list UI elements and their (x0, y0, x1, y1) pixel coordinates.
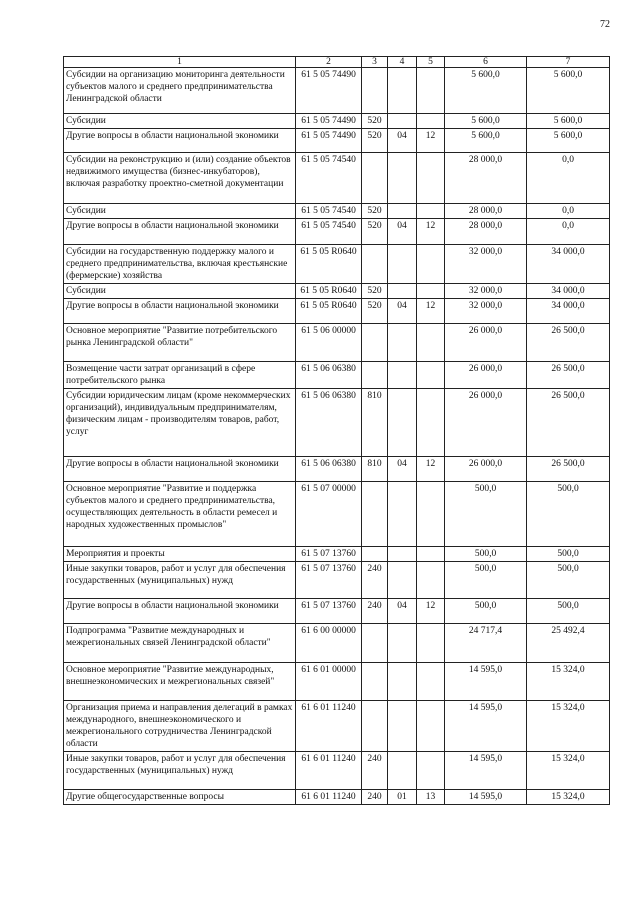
row-code: 61 5 05 R0640 (296, 245, 362, 284)
row-section: 04 (388, 129, 417, 153)
row-amount-col7: 5 600,0 (527, 129, 610, 153)
row-section (388, 624, 417, 663)
row-section (388, 389, 417, 457)
table-row (64, 68, 610, 114)
row-name: Другие вопросы в области национальной экономики (64, 219, 296, 245)
row-expense-type (362, 547, 388, 562)
row-code: 61 6 00 00000 (296, 624, 362, 663)
row-section (388, 701, 417, 752)
row-name: Другие общегосударственные вопросы (64, 790, 296, 805)
row-subsection (417, 245, 445, 284)
row-name: Основное мероприятие "Развитие международных, внешнеэкономических и межрегиональных связей" (64, 663, 296, 701)
row-expense-type (362, 482, 388, 547)
row-section: 04 (388, 299, 417, 324)
row-name: Подпрограмма "Развитие международных и межрегиональных связей Ленинградской области" (64, 624, 296, 663)
row-expense-type (362, 324, 388, 362)
table-row (64, 599, 610, 624)
row-name: Субсидии на организацию мониторинга деятельности субъектов малого и среднего предпринимательства Ленинградской области (64, 68, 296, 114)
row-section (388, 284, 417, 299)
table-row (64, 219, 610, 245)
row-subsection: 12 (417, 599, 445, 624)
row-expense-type (362, 624, 388, 663)
row-name: Другие вопросы в области национальной экономики (64, 599, 296, 624)
row-amount-col7: 0,0 (527, 219, 610, 245)
row-name: Основное мероприятие "Развитие потребительского рынка Ленинградской области" (64, 324, 296, 362)
row-section (388, 547, 417, 562)
row-code: 61 5 07 13760 (296, 599, 362, 624)
row-subsection (417, 562, 445, 599)
row-section (388, 362, 417, 389)
header-col-3: 3 (362, 57, 388, 68)
row-amount-col7: 25 492,4 (527, 624, 610, 663)
row-amount-col6: 14 595,0 (445, 663, 527, 701)
row-amount-col6: 500,0 (445, 562, 527, 599)
row-name: Организация приема и направления делегаций в рамках международного, внешнеэкономического и межрегионального сотрудничества Ленинградской области (64, 701, 296, 752)
row-amount-col7: 34 000,0 (527, 245, 610, 284)
table-row (64, 562, 610, 599)
row-expense-type: 520 (362, 299, 388, 324)
row-expense-type: 240 (362, 752, 388, 790)
row-amount-col7: 0,0 (527, 153, 610, 204)
row-subsection (417, 752, 445, 790)
row-code: 61 6 01 00000 (296, 663, 362, 701)
row-amount-col6: 5 600,0 (445, 114, 527, 129)
header-col-2: 2 (296, 57, 362, 68)
table-row (64, 482, 610, 547)
row-subsection (417, 663, 445, 701)
row-amount-col7: 15 324,0 (527, 663, 610, 701)
row-subsection (417, 362, 445, 389)
row-code: 61 5 05 74540 (296, 219, 362, 245)
budget-table (63, 56, 610, 805)
row-name: Иные закупки товаров, работ и услуг для обеспечения государственных (муниципальных) нужд (64, 752, 296, 790)
row-name: Субсидии (64, 204, 296, 219)
table-row (64, 204, 610, 219)
header-col-1: 1 (64, 57, 296, 68)
table-row (64, 663, 610, 701)
row-subsection: 12 (417, 457, 445, 482)
row-subsection: 13 (417, 790, 445, 805)
table-row (64, 457, 610, 482)
row-amount-col7: 26 500,0 (527, 457, 610, 482)
row-expense-type: 240 (362, 790, 388, 805)
row-subsection (417, 701, 445, 752)
row-expense-type: 240 (362, 562, 388, 599)
page-number: 72 (600, 19, 610, 30)
row-name: Субсидии на государственную поддержку малого и среднего предпринимательства, включая крестьянские (фермерские) хозяйства (64, 245, 296, 284)
row-code: 61 5 06 06380 (296, 389, 362, 457)
row-section (388, 153, 417, 204)
row-subsection (417, 204, 445, 219)
row-amount-col6: 32 000,0 (445, 299, 527, 324)
row-amount-col6: 5 600,0 (445, 129, 527, 153)
row-section (388, 482, 417, 547)
row-expense-type: 810 (362, 389, 388, 457)
table-row (64, 362, 610, 389)
row-section: 01 (388, 790, 417, 805)
row-expense-type (362, 68, 388, 114)
row-amount-col6: 14 595,0 (445, 752, 527, 790)
row-amount-col7: 34 000,0 (527, 284, 610, 299)
row-amount-col6: 500,0 (445, 547, 527, 562)
row-amount-col7: 500,0 (527, 599, 610, 624)
table-row (64, 790, 610, 805)
row-expense-type (362, 245, 388, 284)
row-subsection (417, 68, 445, 114)
row-name: Субсидии на реконструкцию и (или) создание объектов недвижимого имущества (бизнес-инкубаторов), включая разработку проектно-сметной документации (64, 153, 296, 204)
row-amount-col7: 5 600,0 (527, 114, 610, 129)
row-amount-col7: 34 000,0 (527, 299, 610, 324)
row-expense-type (362, 153, 388, 204)
table-row (64, 547, 610, 562)
row-amount-col6: 28 000,0 (445, 153, 527, 204)
table-row (64, 245, 610, 284)
row-code: 61 5 06 06380 (296, 362, 362, 389)
row-name: Другие вопросы в области национальной экономики (64, 457, 296, 482)
table-row (64, 324, 610, 362)
table-row (64, 114, 610, 129)
row-name: Другие вопросы в области национальной экономики (64, 299, 296, 324)
row-name: Возмещение части затрат организаций в сфере потребительского рынка (64, 362, 296, 389)
row-section (388, 204, 417, 219)
row-amount-col7: 0,0 (527, 204, 610, 219)
row-section: 04 (388, 457, 417, 482)
table-row (64, 299, 610, 324)
table-row (64, 624, 610, 663)
row-code: 61 5 07 00000 (296, 482, 362, 547)
row-amount-col6: 500,0 (445, 599, 527, 624)
header-col-7: 7 (527, 57, 610, 68)
row-name: Субсидии (64, 284, 296, 299)
row-expense-type: 810 (362, 457, 388, 482)
table-row (64, 389, 610, 457)
row-amount-col6: 5 600,0 (445, 68, 527, 114)
row-code: 61 5 05 74490 (296, 114, 362, 129)
table-row (64, 701, 610, 752)
row-subsection: 12 (417, 219, 445, 245)
row-expense-type: 240 (362, 599, 388, 624)
row-name: Мероприятия и проекты (64, 547, 296, 562)
row-amount-col7: 5 600,0 (527, 68, 610, 114)
row-amount-col6: 14 595,0 (445, 790, 527, 805)
row-subsection (417, 389, 445, 457)
row-section (388, 245, 417, 284)
row-section: 04 (388, 219, 417, 245)
row-expense-type: 520 (362, 204, 388, 219)
row-amount-col6: 28 000,0 (445, 204, 527, 219)
row-amount-col7: 15 324,0 (527, 752, 610, 790)
table-row (64, 284, 610, 299)
row-expense-type (362, 362, 388, 389)
row-name: Основное мероприятие "Развитие и поддержка субъектов малого и среднего предпринимательства, осуществляющих деятельность в области ремесел и народных художественных промыслов" (64, 482, 296, 547)
row-amount-col6: 26 000,0 (445, 362, 527, 389)
row-subsection (417, 114, 445, 129)
row-code: 61 5 06 06380 (296, 457, 362, 482)
row-amount-col7: 15 324,0 (527, 790, 610, 805)
row-code: 61 5 06 00000 (296, 324, 362, 362)
row-section (388, 562, 417, 599)
row-code: 61 6 01 11240 (296, 701, 362, 752)
row-section (388, 752, 417, 790)
row-amount-col6: 26 000,0 (445, 389, 527, 457)
row-amount-col6: 26 000,0 (445, 324, 527, 362)
row-name: Субсидии (64, 114, 296, 129)
row-subsection (417, 624, 445, 663)
row-name: Иные закупки товаров, работ и услуг для обеспечения государственных (муниципальных) нужд (64, 562, 296, 599)
row-expense-type (362, 701, 388, 752)
row-amount-col6: 28 000,0 (445, 219, 527, 245)
row-code: 61 5 05 74490 (296, 129, 362, 153)
header-row (64, 57, 610, 68)
row-expense-type: 520 (362, 129, 388, 153)
row-amount-col7: 500,0 (527, 562, 610, 599)
table-row (64, 153, 610, 204)
row-code: 61 6 01 11240 (296, 752, 362, 790)
header-col-5: 5 (417, 57, 445, 68)
row-subsection (417, 324, 445, 362)
row-amount-col6: 26 000,0 (445, 457, 527, 482)
row-subsection: 12 (417, 299, 445, 324)
row-amount-col7: 500,0 (527, 547, 610, 562)
row-subsection (417, 547, 445, 562)
row-amount-col7: 15 324,0 (527, 701, 610, 752)
table-row (64, 129, 610, 153)
row-section (388, 324, 417, 362)
row-code: 61 5 05 74540 (296, 153, 362, 204)
row-subsection (417, 153, 445, 204)
row-amount-col7: 26 500,0 (527, 389, 610, 457)
row-code: 61 5 05 R0640 (296, 284, 362, 299)
row-subsection (417, 482, 445, 547)
row-code: 61 5 05 R0640 (296, 299, 362, 324)
row-expense-type (362, 663, 388, 701)
row-amount-col7: 500,0 (527, 482, 610, 547)
row-subsection: 12 (417, 129, 445, 153)
row-name: Другие вопросы в области национальной экономики (64, 129, 296, 153)
row-amount-col6: 24 717,4 (445, 624, 527, 663)
header-col-6: 6 (445, 57, 527, 68)
row-amount-col6: 32 000,0 (445, 284, 527, 299)
row-amount-col7: 26 500,0 (527, 362, 610, 389)
row-amount-col7: 26 500,0 (527, 324, 610, 362)
row-amount-col6: 32 000,0 (445, 245, 527, 284)
row-code: 61 6 01 11240 (296, 790, 362, 805)
row-expense-type: 520 (362, 114, 388, 129)
row-section: 04 (388, 599, 417, 624)
row-section (388, 114, 417, 129)
row-subsection (417, 284, 445, 299)
header-col-4: 4 (388, 57, 417, 68)
row-code: 61 5 05 74540 (296, 204, 362, 219)
table-body (64, 68, 610, 805)
row-section (388, 663, 417, 701)
table-row (64, 752, 610, 790)
row-expense-type: 520 (362, 219, 388, 245)
row-amount-col6: 14 595,0 (445, 701, 527, 752)
row-amount-col6: 500,0 (445, 482, 527, 547)
row-code: 61 5 05 74490 (296, 68, 362, 114)
row-name: Субсидии юридическим лицам (кроме некоммерческих организаций), индивидуальным предпринимателям, физическим лицам - производителям товаров, работ, услуг (64, 389, 296, 457)
row-code: 61 5 07 13760 (296, 562, 362, 599)
row-expense-type: 520 (362, 284, 388, 299)
row-code: 61 5 07 13760 (296, 547, 362, 562)
row-section (388, 68, 417, 114)
